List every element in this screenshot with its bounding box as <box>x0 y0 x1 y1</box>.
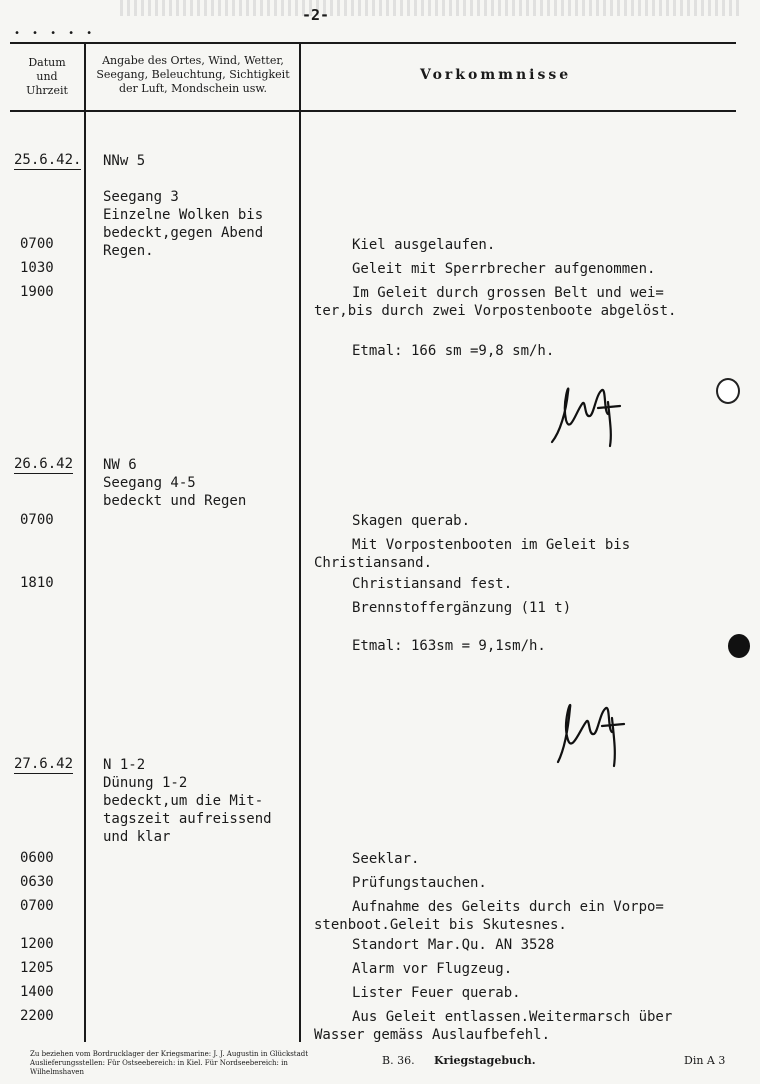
event-text: Prüfungstauchen. <box>352 875 487 891</box>
entry-weather: NNw 5 Seegang 3 Einzelne Wolken bis bedeckt,gegen Abend Regen. <box>103 153 264 259</box>
event-text: Geleit mit Sperrbrecher aufgenommen. <box>352 261 656 277</box>
event-text: Seeklar. <box>352 851 420 867</box>
column-divider-1 <box>84 42 86 1042</box>
event-text: Alarm vor Flugzeug. <box>352 961 513 977</box>
top-noise-band <box>120 0 740 16</box>
event-text: Aufnahme des Geleits durch ein Vorpo= stenboot.Geleit bis Skutesnes. <box>314 899 664 933</box>
header-datum: Datum und Uhrzeit <box>26 56 68 97</box>
event-text: Mit Vorpostenbooten im Geleit bis Christiansand. <box>314 537 631 571</box>
header-weather: Angabe des Ortes, Wind, Wetter, Seegang, Beleuchtung, Sichtigkeit der Luft, Mondschein usw. <box>96 54 290 95</box>
header-vorkommnisse: Vorkommnisse <box>420 67 572 83</box>
footer-publisher: Zu beziehen vom Bordrucklager der Kriegsmarine: J. J. Augustin in Glückstadt Auslieferungsstellen: Für Ostseebereich: in Kiel. Für Nordseebereich: in Wilhelmshaven <box>30 1050 309 1076</box>
page-number: -2- <box>302 6 330 24</box>
footer-title: Kriegstagebuch. <box>434 1054 536 1067</box>
event-time: 1200 <box>20 936 54 952</box>
dot-leader: • • • • • <box>14 28 96 39</box>
entry-date: 27.6.42 <box>14 756 74 772</box>
event-text: Standort Mar.Qu. AN 3528 <box>352 937 555 953</box>
header-bottom-rule <box>10 110 736 112</box>
punch-hole <box>716 378 740 404</box>
event-text: Brennstoffergänzung (11 t) <box>352 600 572 616</box>
event-text: Im Geleit durch grossen Belt und wei= ter,bis durch zwei Vorpostenboote abgelöst. <box>314 285 677 319</box>
entry-date: 26.6.42 <box>14 456 74 472</box>
header-top-rule <box>10 42 736 44</box>
event-text: Aus Geleit entlassen.Weitermarsch über Wasser gemäss Auslaufbefehl. <box>314 1009 673 1043</box>
event-time: 0700 <box>20 512 54 528</box>
event-text: Christiansand fest. <box>352 576 513 592</box>
event-text: Etmal: 166 sm =9,8 sm/h. <box>352 343 555 359</box>
event-time: 0630 <box>20 874 54 890</box>
entry-date: 25.6.42. <box>14 152 82 168</box>
footer-din: Din A 3 <box>684 1054 726 1067</box>
event-time: 1205 <box>20 960 54 976</box>
event-time: 1030 <box>20 260 54 276</box>
event-time: 0700 <box>20 236 54 252</box>
column-divider-2 <box>299 42 301 1042</box>
punch-hole <box>728 634 750 658</box>
event-text: Kiel ausgelaufen. <box>352 237 496 253</box>
event-text: Lister Feuer querab. <box>352 985 521 1001</box>
entry-weather: N 1-2 Dünung 1-2 bedeckt,um die Mit- tagszeit aufreissend und klar <box>103 757 272 845</box>
event-time: 0600 <box>20 850 54 866</box>
handwritten-signature <box>548 372 628 452</box>
event-time: 1810 <box>20 575 54 591</box>
event-text: Etmal: 163sm = 9,1sm/h. <box>352 638 546 654</box>
event-time: 2200 <box>20 1008 54 1024</box>
event-time: 0700 <box>20 898 54 914</box>
event-text: Skagen querab. <box>352 513 471 529</box>
footer-form-number: B. 36. <box>382 1054 415 1067</box>
event-time: 1400 <box>20 984 54 1000</box>
entry-weather: NW 6 Seegang 4-5 bedeckt und Regen <box>103 457 247 509</box>
handwritten-signature <box>550 690 630 770</box>
event-time: 1900 <box>20 284 54 300</box>
